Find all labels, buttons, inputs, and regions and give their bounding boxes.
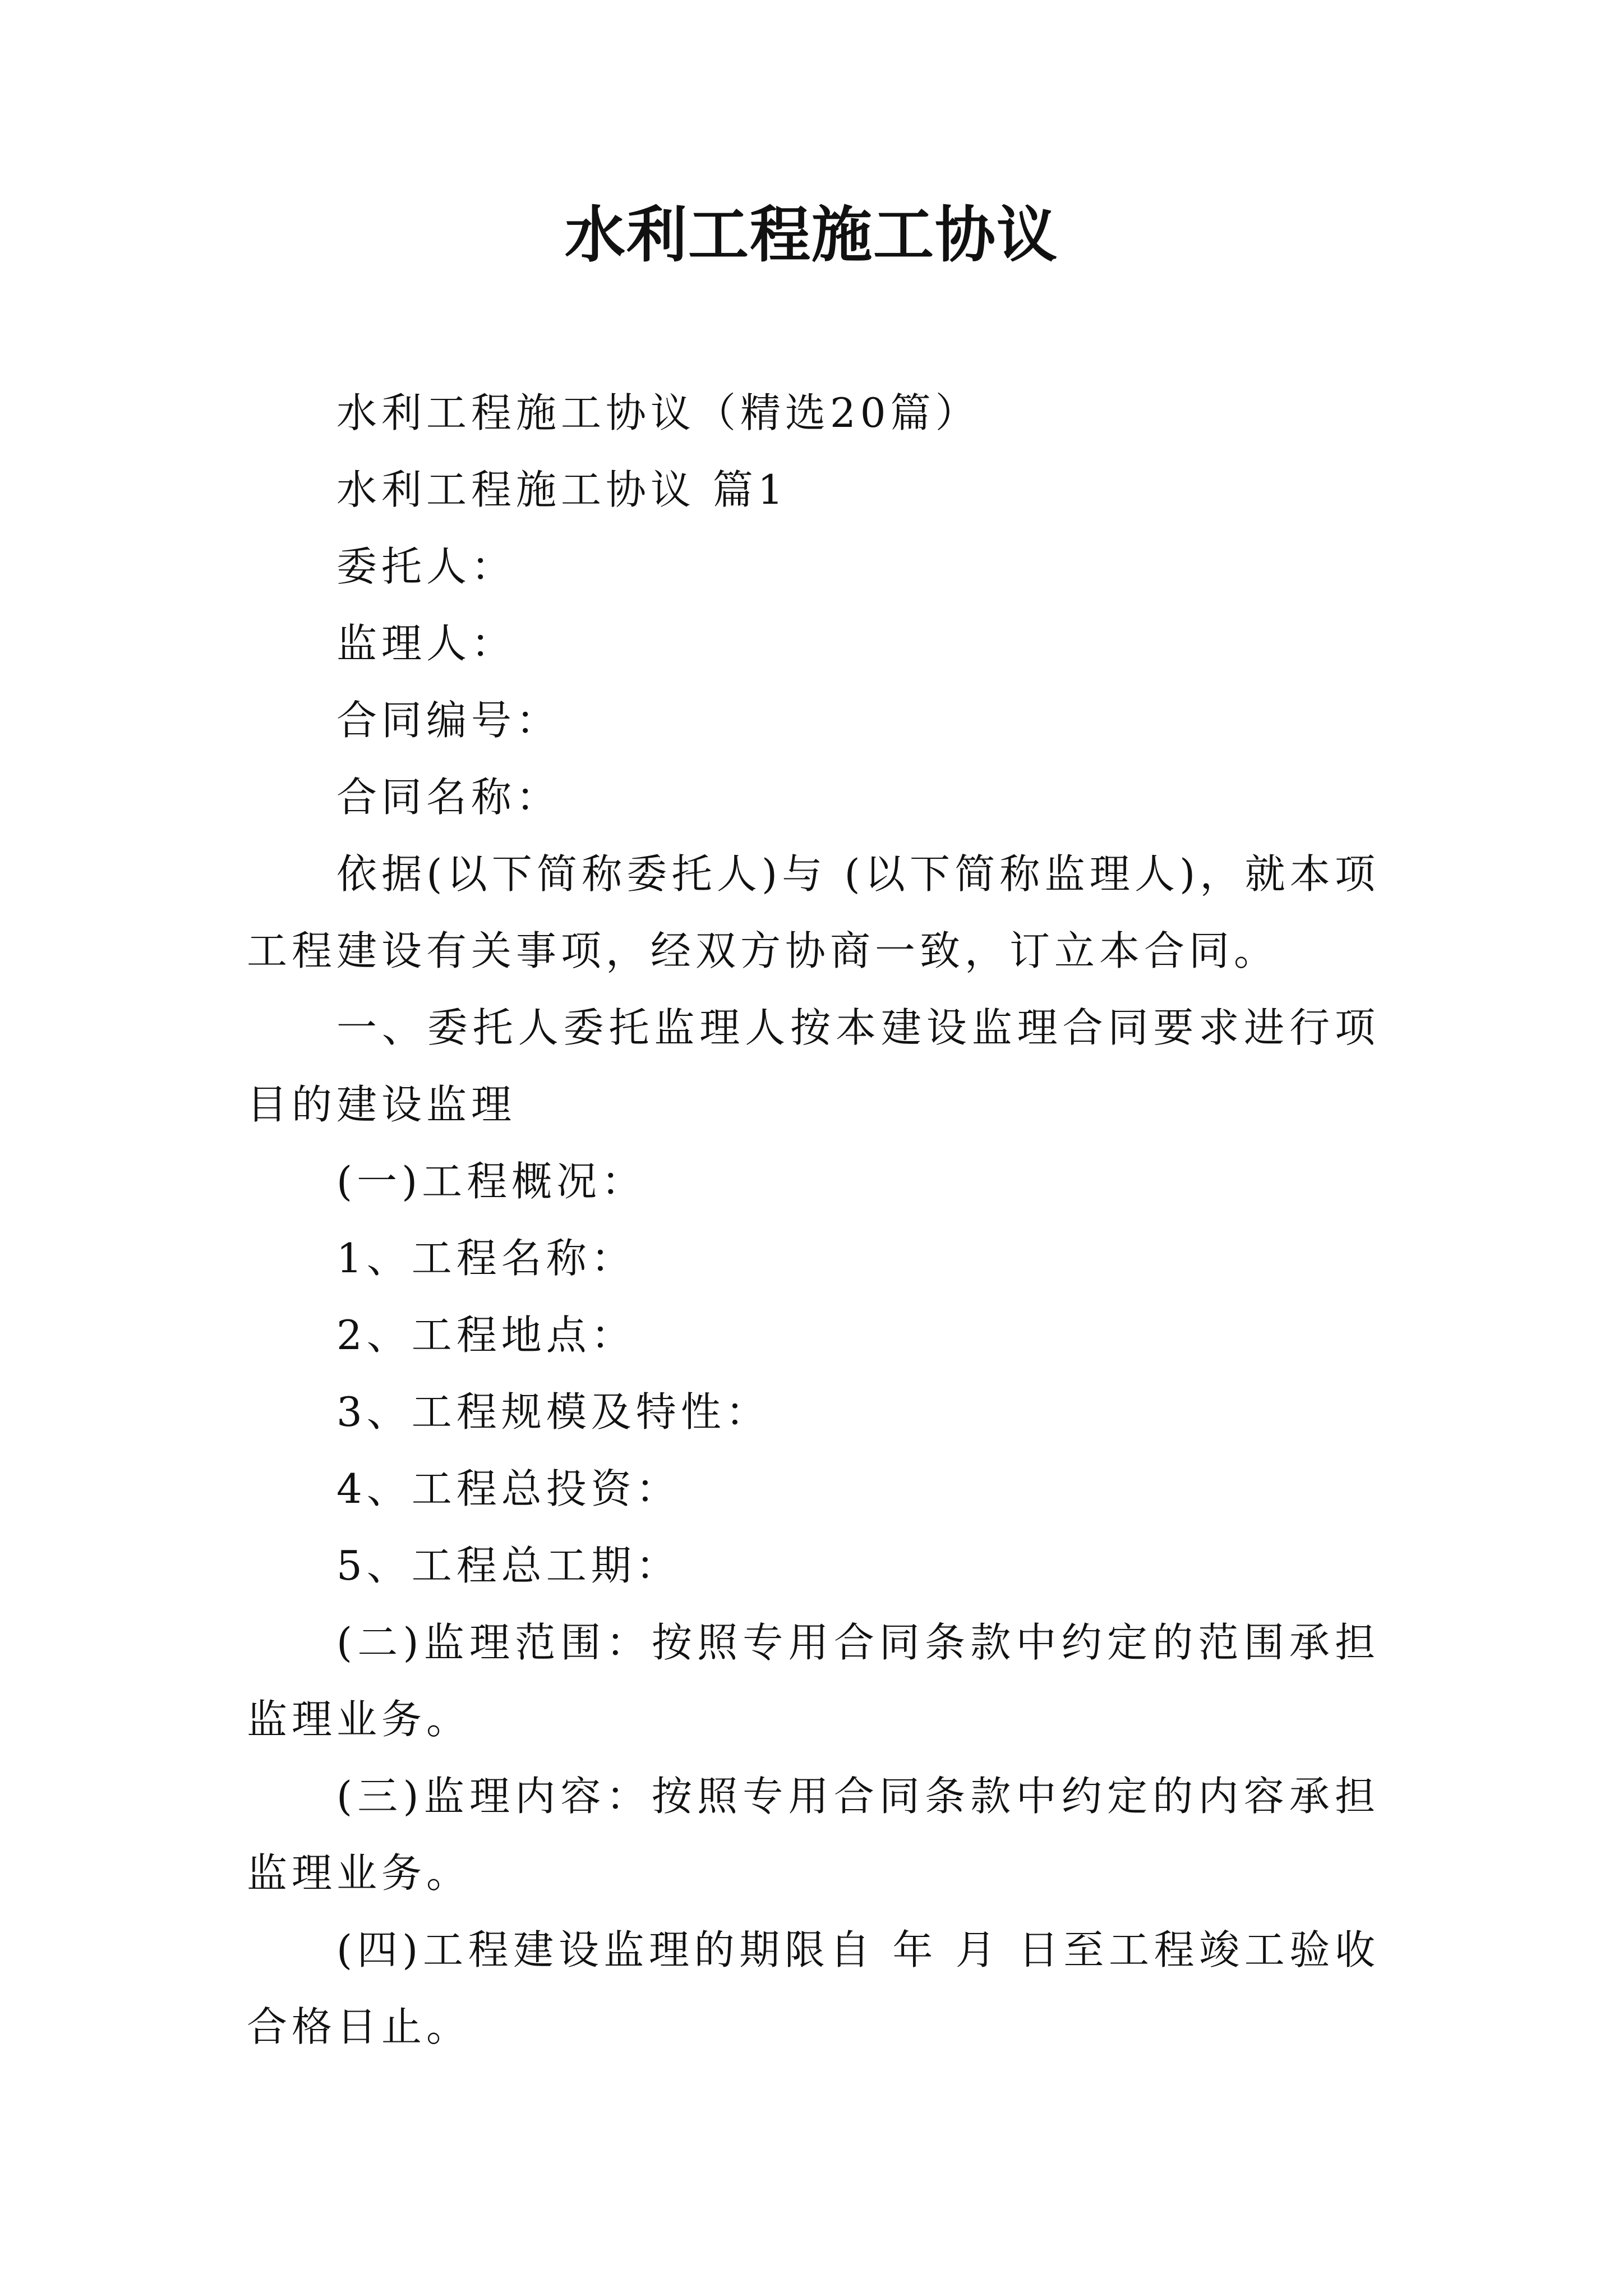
paragraph-contract-number: 合同编号：: [336, 697, 561, 744]
paragraph-section-heading: 水利工程施工协议 篇1: [336, 466, 788, 513]
document-body: [247, 375, 1380, 2065]
paragraph-supervision-scope: (二)监理范围：按照专用合同条款中约定的范围承担监理业务。: [247, 1619, 1380, 1743]
paragraph-supervisor: 监理人：: [336, 620, 517, 667]
paragraph-supervision-period: (四)工程建设监理的期限自 年 月 日至工程竣工验收合格日止。: [247, 1926, 1380, 2050]
paragraph-subtitle: 水利工程施工协议（精选20篇）: [336, 389, 980, 436]
paragraph-total-duration: 5、工程总工期：: [336, 1542, 681, 1589]
paragraph-supervision-content: (三)监理内容：按照专用合同条款中约定的内容承担监理业务。: [247, 1773, 1380, 1897]
paragraph-contract-name: 合同名称：: [336, 774, 561, 821]
paragraph-project-scale: 3、工程规模及特性：: [336, 1388, 771, 1435]
paragraph-client: 委托人：: [336, 543, 517, 590]
paragraph-project-name: 1、工程名称：: [336, 1235, 636, 1282]
paragraph-article-one: 一、委托人委托监理人按本建设监理合同要求进行项目的建设监理: [247, 1004, 1380, 1128]
paragraph-basis: 依据(以下简称委托人)与 (以下简称监理人)，就本项工程建设有关事项，经双方协商一致，订立本合同。: [247, 850, 1380, 974]
document-title: 水利工程施工协议: [564, 200, 1058, 270]
paragraph-total-investment: 4、工程总投资：: [336, 1465, 681, 1512]
paragraph-project-overview: (一)工程概况：: [336, 1158, 647, 1205]
paragraph-project-location: 2、工程地点：: [336, 1312, 636, 1359]
